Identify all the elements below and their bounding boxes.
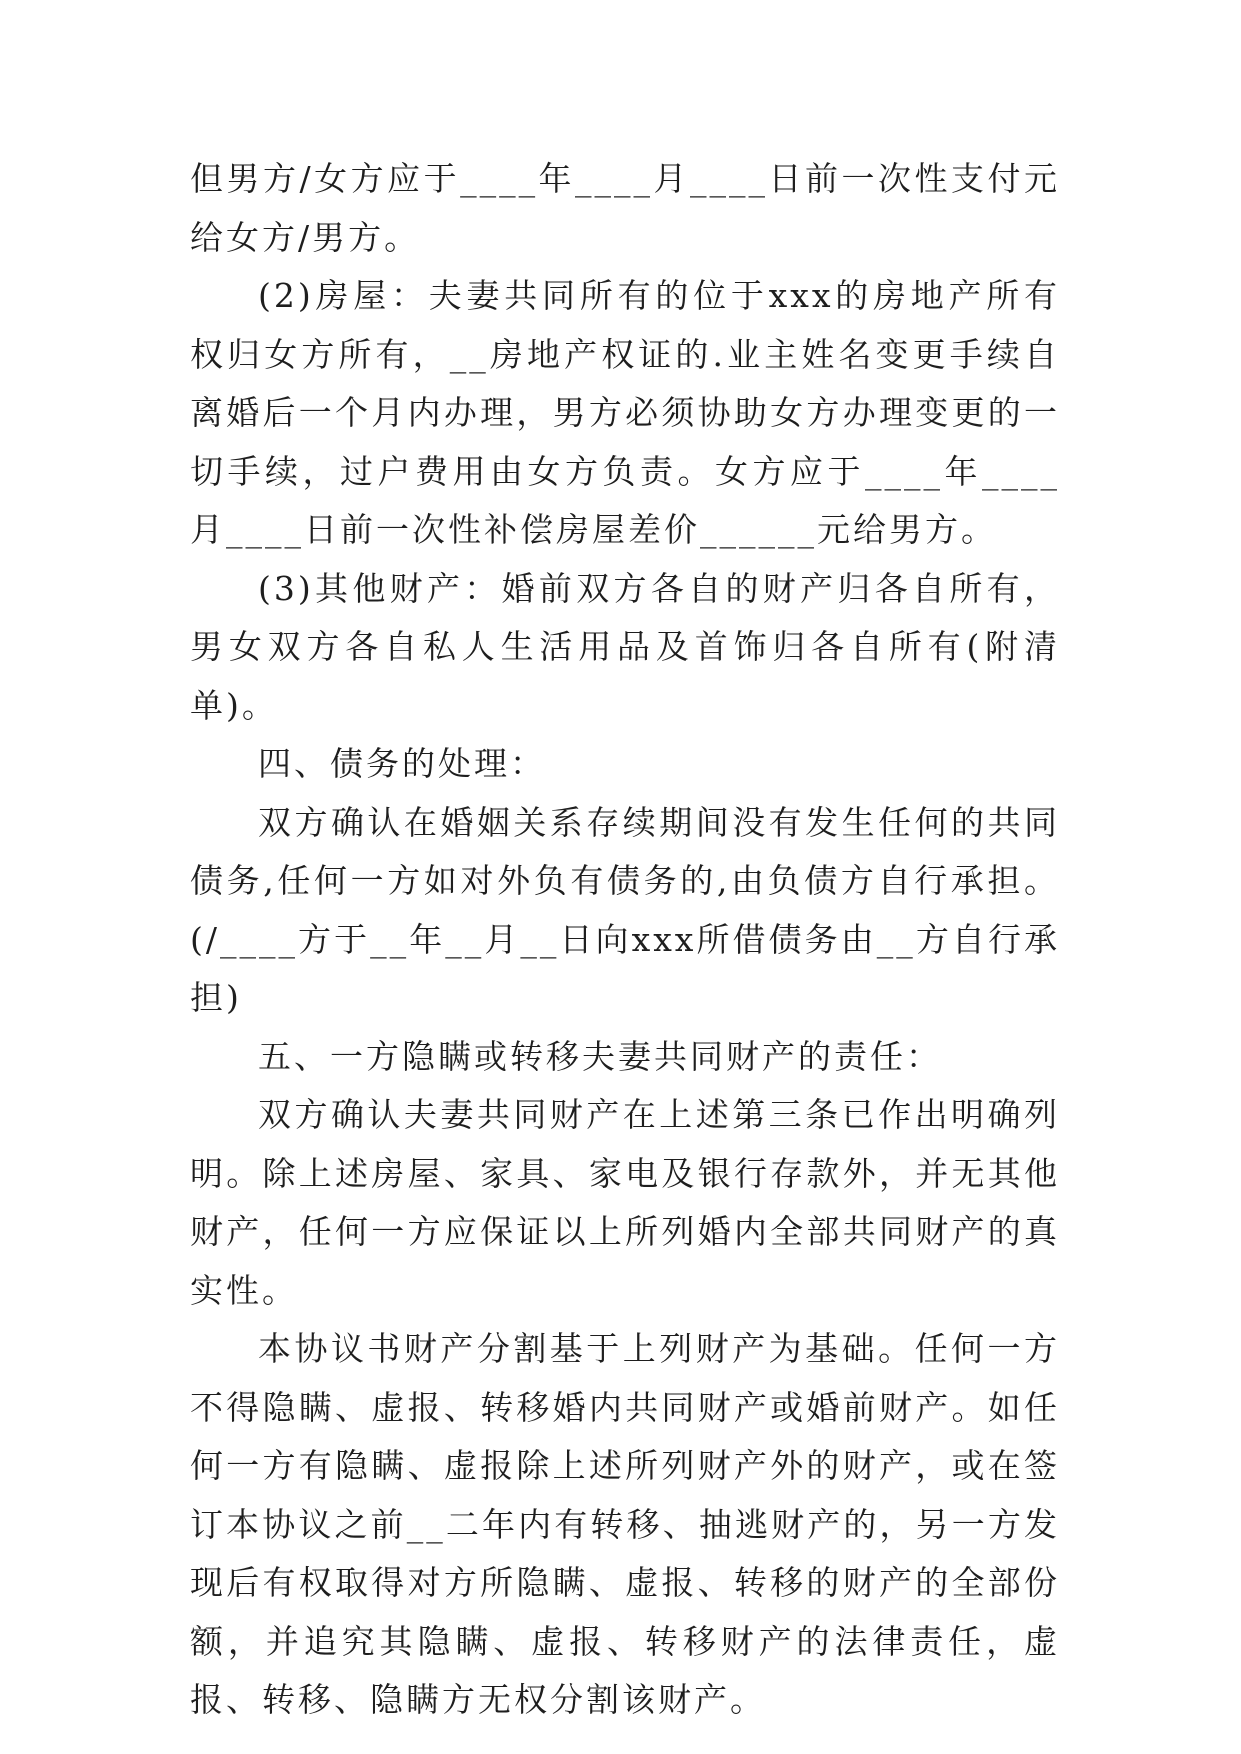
paragraph-division-basis: 本协议书财产分割基于上列财产为基础。任何一方不得隐瞒、虚报、转移婚内共同财产或婚前财产。如任何一方有隐瞒、虚报除上述所列财产外的财产，或在签订本协议之前__二年内有转移、抽逃财产的，另一方发现后有权取得对方所隐瞒、虚报、转移的财产的全部份额，并追究其隐瞒、虚报、转移财产的法律责任，虚报、转移、隐瞒方无权分割该财产。 [190,1329,1060,1719]
heading-debt-handling: 四、债务的处理： [258,744,546,783]
paragraph-payment-continuation: 但男方/女方应于____年____月____日前一次性支付元给女方/男方。 [190,159,1060,257]
paragraph-property-confirmation: 双方确认夫妻共同财产在上述第三条已作出明确列明。除上述房屋、家具、家电及银行存款外，并无其他财产，任何一方应保证以上所列婚内全部共同财产的真实性。 [190,1095,1060,1310]
paragraph-other-property: (3)其他财产：婚前双方各自的财产归各自所有，男女双方各自私人生活用品及首饰归各自所有(附清单)。 [190,568,1060,725]
heading-concealment-liability: 五、一方隐瞒或转移夫妻共同财产的责任： [258,1036,942,1076]
paragraph-debt: 双方确认在婚姻关系存续期间没有发生任何的共同债务,任何一方如对外负有债务的,由负债方自行承担。(/____方于__年__月__日向xxx所借债务由__方自行承担) [190,802,1060,1017]
document-body [190,150,1060,1730]
paragraph-house: (2)房屋：夫妻共同所有的位于xxx的房地产所有权归女方所有，__房地产权证的.业主姓名变更手续自离婚后一个月内办理，男方必须协助女方办理变更的一切手续，过户费用由女方负责。女方应于____年____月____日前一次性补偿房屋差价______元给男方。 [190,276,1060,549]
